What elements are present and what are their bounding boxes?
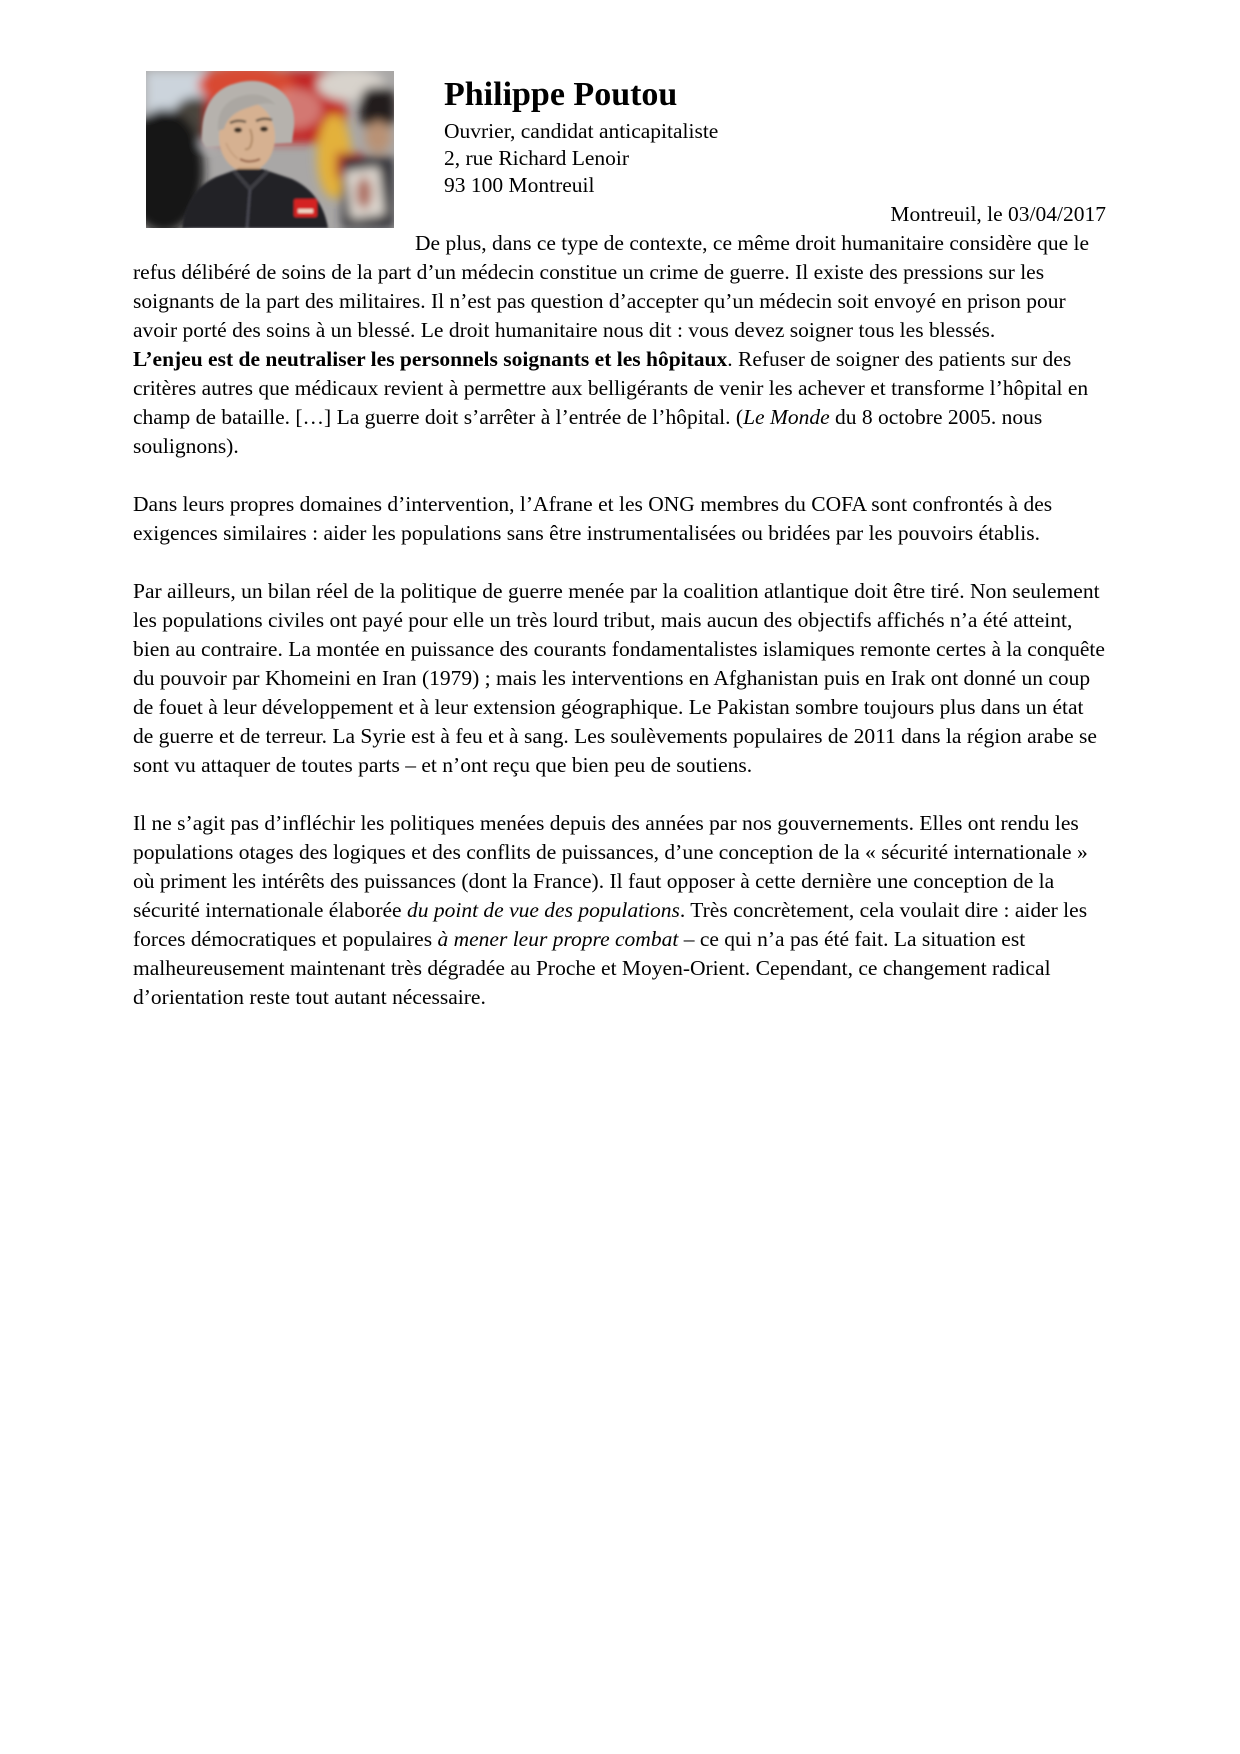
paragraph-war-assessment: Par ailleurs, un bilan réel de la politique de guerre menée par la coalition atlantique doit être tiré. Non seulement les populations civiles ont payé pour elle un très lourd tribut, mais aucun des objectifs affichés n’a été atteint, bien au contraire. La montée en puissance des courants fondamentalistes islamiques remonte certes à la conquête du pouvoir par Khomeini en Iran (1979) ; mais les interventions en Afghanistan puis en Irak ont donné un coup de fouet à leur développement et à leur extension géographique. Le Pakistan sombre toujours plus dans un état de guerre et de terreur. La Syrie est à feu et à sang. Les soulèvements populaires de 2011 dans la région arabe se sont vu attaquer de toutes parts – et n’ont reçu que bien peu de soutiens.	[133, 579, 1105, 777]
sender-block	[444, 76, 718, 199]
paragraph-hospitals	[133, 345, 1106, 461]
paragraph-policy-text-2: . Très concrètement, cela voulait dire : aider les forces démocratiques et populaires	[133, 898, 1088, 951]
paragraph-afrane-ong: Dans leurs propres domaines d’intervention, l’Afrane et les ONG membres du COFA sont confrontés à des exigences similaires : aider les populations sans être instrumentalisées ou bridées par les pouvoirs établis.	[133, 492, 1053, 545]
letter-dateline: Montreuil, le 03/04/2017	[890, 202, 1106, 226]
paragraph-policy-text-1: Il ne s’agit pas d’infléchir les politiques menées depuis des années par nos gouvernements. Elles ont rendu les populations otages des logiques et des conflits de puissances, d’une conception de la « sécurité internationale » où priment les intérêts des puissances (dont la France). Il faut opposer à cette dernière une conception de la sécurité internationale élaborée	[133, 811, 1088, 922]
italic-propre-combat: à mener leur propre combat	[437, 927, 679, 951]
sender-role: Ouvrier, candidat anticapitaliste	[444, 119, 719, 143]
bold-hospitals-statement: L’enjeu est de neutraliser les personnels soignants et les hôpitaux	[133, 347, 728, 371]
paragraph-policy-orientation	[133, 809, 1106, 1012]
paragraph-hospitals-citation: du 8 octobre 2005. nous soulignons).	[133, 405, 1043, 458]
italic-point-de-vue: du point de vue des populations	[406, 898, 680, 922]
letter-body	[133, 229, 1106, 1012]
paragraph-hospitals-text: . Refuser de soigner des patients sur des critères autres que médicaux revient à permettre aux belligérants de venir les achever et transforme l’hôpital en champ de bataille. […] La guerre doit s’arrêter à l’entrée de l’hôpital. (	[133, 347, 1089, 429]
paragraph-humanitarian-law: De plus, dans ce type de contexte, ce même droit humanitaire considère que le refus délibéré de soins de la part d’un médecin constitue un crime de guerre. Il existe des pressions sur les soignants de la part des militaires. Il n’est pas question d’accepter qu’un médecin soit envoyé en prison pour avoir porté des soins à un blessé. Le droit humanitaire nous dit : vous devez soigner tous les blessés.	[133, 231, 1090, 342]
sender-street: 2, rue Richard Lenoir	[444, 146, 630, 170]
sender-name: Philippe Poutou	[444, 76, 678, 113]
paragraph-policy-text-3: – ce qui n’a pas été fait. La situation est malheureusement maintenant très dégradée au Proche et Moyen-Orient. Cependant, ce changement radical d’orientation reste tout autant nécessaire.	[133, 927, 1051, 1009]
sender-city: 93 100 Montreuil	[444, 173, 595, 197]
italic-le-monde: Le Monde	[743, 405, 830, 429]
